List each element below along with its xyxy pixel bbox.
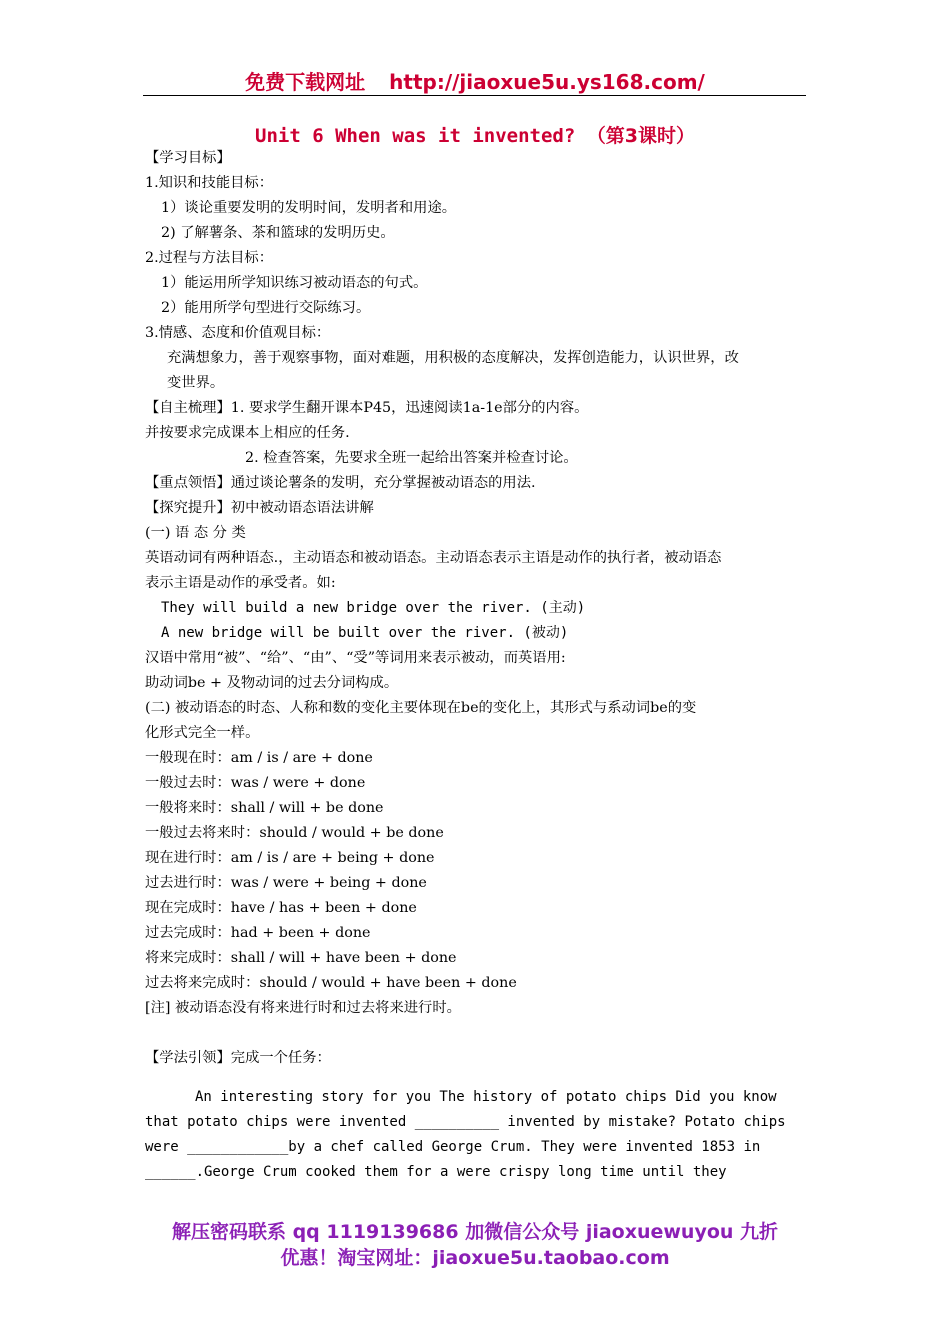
footer-line-1: 解压密码联系 qq 1119139686 加微信公众号 jiaoxuewuyou 九折 [171, 1221, 779, 1243]
section-heading: 【学习目标】 [145, 150, 231, 166]
page-header [0, 66, 950, 95]
title-chinese: （第3课时） [586, 125, 695, 147]
example-sentence: They will build a new bridge over the river. (主动) [161, 600, 586, 616]
header-url-link[interactable]: http://jiaoxue5u.ys168.com/ [389, 70, 705, 94]
note-line: [注] 被动语态没有将来进行时和过去将来进行时。 [145, 1000, 461, 1016]
tense-formula: 过去完成时：had + been + done [145, 925, 371, 941]
tense-formula: 现在完成时：have / has + been + done [145, 900, 417, 916]
header-divider [143, 95, 806, 96]
tense-formula: 过去将来完成时：should / would + have been + done [145, 975, 517, 991]
subsection-heading: (一) 语 态 分 类 [145, 525, 246, 541]
tense-formula: 一般过去将来时：should / would + be done [145, 825, 444, 841]
header-label: 免费下载网址 [245, 70, 366, 94]
text-line: 变世界。 [167, 375, 225, 391]
text-line: 汉语中常用“被”、“给”、“由”、“受”等词用来表示被动，而英语用: [145, 650, 566, 666]
text-line: 1）谈论重要发明的发明时间，发明者和用途。 [161, 200, 457, 216]
text-line: 2. 检查答案，先要求全班一起给出答案并检查讨论。 [245, 450, 578, 466]
subsection-heading: (二) 被动语态的时态、人称和数的变化主要体现在be的变化上，其形式与系动词be的变 [145, 700, 697, 716]
tense-formula: 一般现在时：am / is / are + done [145, 750, 373, 766]
tense-formula: 一般过去时：was / were + done [145, 775, 366, 791]
section-heading: 【探究提升】初中被动语态语法讲解 [145, 500, 374, 516]
title-english: Unit 6 When was it invented? [255, 125, 576, 147]
text-line: 1.知识和技能目标： [145, 175, 274, 191]
text-line: 表示主语是动作的承受者。如: [145, 575, 336, 591]
footer-line-2: 优惠！淘宝网址：jiaoxue5u.taobao.com [280, 1247, 670, 1269]
text-line: 2）能用所学句型进行交际练习。 [161, 300, 371, 316]
example-sentence: A new bridge will be built over the river. (被动) [161, 625, 569, 641]
text-line: 2.过程与方法目标： [145, 250, 274, 266]
text-line: 助动词be + 及物动词的过去分词构成。 [145, 675, 399, 691]
section-heading: 【学法引领】完成一个任务： [145, 1050, 331, 1066]
passage-line: ______.George Crum cooked them for a were crispy long time until they [145, 1164, 727, 1180]
text-line: 3.情感、态度和价值观目标： [145, 325, 331, 341]
text-line: 2) 了解薯条、茶和篮球的发明历史。 [161, 225, 395, 241]
reading-passage [145, 1085, 809, 1185]
document-title [0, 121, 950, 148]
passage-line: An interesting story for you The history of potato chips Did you know [195, 1089, 777, 1105]
text-line: 英语动词有两种语态.，主动语态和被动语态。主动语态表示主语是动作的执行者，被动语态 [145, 550, 722, 566]
tense-formula: 现在进行时：am / is / are + being + done [145, 850, 435, 866]
tense-formula: 过去进行时：was / were + being + done [145, 875, 427, 891]
passage-line: were ____________by a chef called George Crum. They were invented 1853 in [145, 1139, 761, 1155]
tense-formula: 将来完成时：shall / will + have been + done [145, 950, 457, 966]
passage-line: that potato chips were invented __________ invented by mistake? Potato chips [145, 1114, 786, 1130]
blank-line [145, 1021, 809, 1046]
text-line: 化形式完全一样。 [145, 725, 260, 741]
section-heading: 【自主梳理】1. 要求学生翻开课本P45，迅速阅读1a-1e部分的内容。 [145, 400, 589, 416]
text-line: 充满想象力，善于观察事物，面对难题，用积极的态度解决，发挥创造能力，认识世界，改 [167, 350, 739, 366]
text-line: 1）能运用所学知识练习被动语态的句式。 [161, 275, 428, 291]
tense-formula: 一般将来时：shall / will + be done [145, 800, 384, 816]
document-body [145, 146, 809, 1071]
page-footer [0, 1219, 950, 1271]
text-line: 并按要求完成课本上相应的任务. [145, 425, 350, 441]
section-heading: 【重点领悟】通过谈论薯条的发明，充分掌握被动语态的用法. [145, 475, 536, 491]
